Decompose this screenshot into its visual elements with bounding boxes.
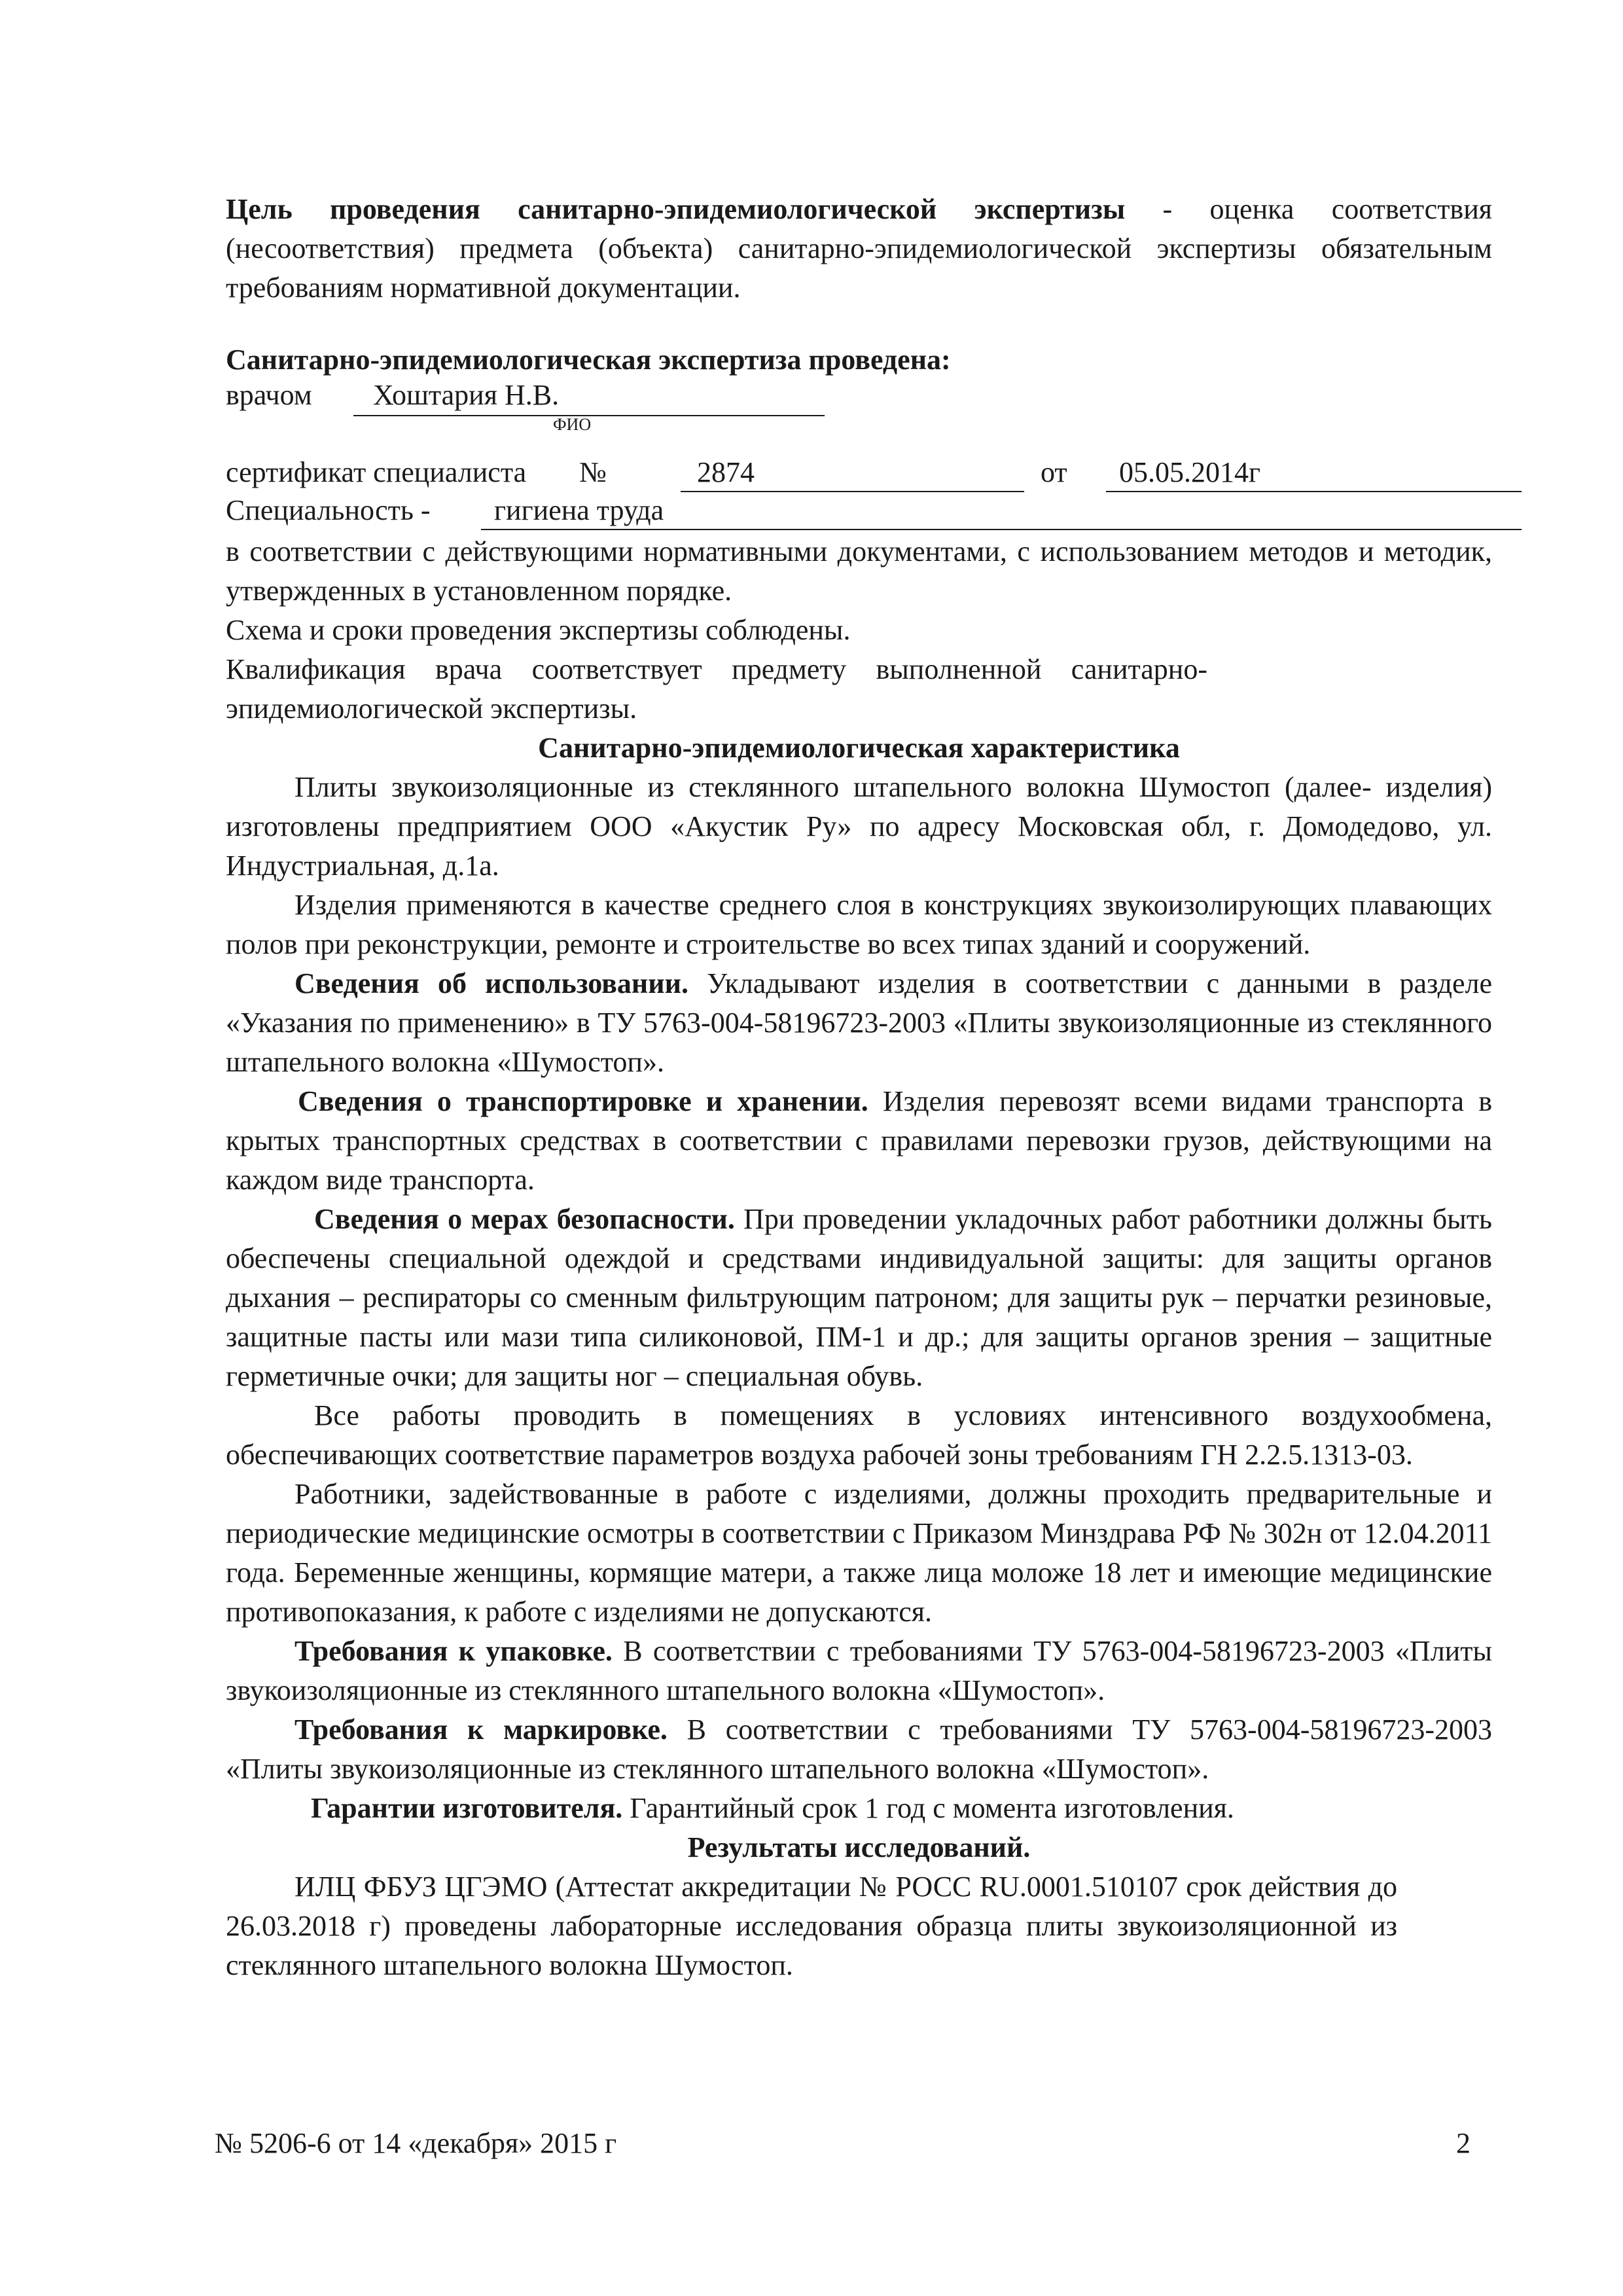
from-label: от [1041, 456, 1067, 488]
purpose-text: - оценка соответствия (несоответствия) предмета (объекта) санитарно-эпидемиологической экспертизы обязательным требованиям нормативной документации. [226, 193, 1492, 304]
cert-date-underline [1106, 491, 1522, 492]
packaging-paragraph [226, 1632, 1492, 1710]
packaging-label: Требования к упаковке. [294, 1635, 613, 1667]
safety-para2: Все работы проводить в помещениях в условиях интенсивного воздухообмена, обеспечивающих соответствие параметров воздуха рабочей зоны требованиям ГН 2.2.5.1313-03. [226, 1399, 1492, 1471]
purpose-label: Цель проведения санитарно-эпидемиологической экспертизы [226, 193, 1126, 225]
compliance-text: в соответствии с действующими нормативными документами, с использованием методов и методик, утвержденных в установленном порядке. [226, 535, 1492, 607]
marking-text: В соответствии с требованиями ТУ 5763-004-58196723-2003 «Плиты звукоизоляционные из стеклянного штапельного волокна «Шумостоп». [226, 1713, 1492, 1785]
footer-doc-ref: № 5206-6 от 14 «декабря» 2015 г [215, 2127, 617, 2159]
warranty-label: Гарантии изготовителя. [311, 1792, 623, 1824]
warranty-text: Гарантийный срок 1 год с момента изготовления. [622, 1792, 1234, 1824]
transport-text: Изделия перевозят всеми видами транспорта в крытых транспортных средствах в соответствии с правилами перевозки грузов, действующими на каждом виде транспорта. [226, 1085, 1492, 1196]
cert-number-underline [681, 491, 1024, 492]
results-text: ИЛЦ ФБУЗ ЦГЭМО (Аттестат аккредитации № РОСС RU.0001.510107 срок действия до 26.03.2018 г) проведены лабораторные исследования образца плиты звукоизоляционной из стеклянного штапельного волокна Шумостоп. [226, 1871, 1397, 1981]
usage-text: Укладывают изделия в соответствии с данными в разделе «Указания по применению» в ТУ 5763-004-58196723-2003 «Плиты звукоизоляционные из стеклянного штапельного волокна «Шумостоп». [226, 967, 1493, 1078]
usage-label: Сведения об использовании. [294, 967, 688, 999]
purpose-block [226, 190, 1492, 308]
cert-label: сертификат специалиста [226, 456, 527, 488]
scheme-text: Схема и сроки проведения экспертизы соблюдены. [226, 614, 851, 646]
marking-paragraph [226, 1710, 1492, 1789]
packaging-text: В соответствии с требованиями ТУ 5763-004-58196723-2003 «Плиты звукоизоляционные из стеклянного штапельного волокна «Шумостоп». [226, 1635, 1492, 1706]
purpose-paragraph [226, 190, 1492, 308]
specialty-label: Специальность - [226, 494, 431, 526]
warranty-paragraph [226, 1789, 1492, 1828]
qualification-text: Квалификация врача соответствует предмету выполненной санитарно-эпидемиологической экспертизы. [226, 653, 1207, 725]
specialty-value: гигиена труда [494, 494, 664, 526]
doctor-label: врачом [226, 379, 312, 411]
marking-label: Требования к маркировке. [294, 1713, 668, 1746]
conducted-heading-block [226, 340, 1492, 380]
safety-text: При проведении укладочных работ работники должны быть обеспечены специальной одеждой и средствами индивидуальной защиты: для защиты органов дыхания – респираторы со сменным фильтрующим патроном; для защиты рук – перчатки резиновые, защитные пасты или мази типа силиконовой, ПМ-1 и др.; для защиты органов зрения – защитные герметичные очки; для защиты ног – специальная обувь. [226, 1203, 1492, 1392]
specialty-underline [481, 529, 1522, 530]
transport-paragraph [226, 1082, 1492, 1200]
characteristic-para1: Плиты звукоизоляционные из стеклянного штапельного волокна Шумостоп (далее- изделия) изготовлены предприятием ООО «Акустик Ру» по адресу Московская обл, г. Домодедово, ул. Индустриальная, д.1а. [226, 771, 1492, 882]
fio-caption: ФИО [553, 415, 592, 434]
transport-label: Сведения о транспортировке и хранении. [298, 1085, 868, 1117]
characteristic-para2: Изделия применяются в качестве среднего слоя в конструкциях звукоизолирующих плавающих полов при реконструкции, ремонте и строительстве во всех типах зданий и сооружений. [226, 889, 1492, 960]
results-heading: Результаты исследований. [687, 1831, 1031, 1863]
main-body [226, 532, 1492, 1985]
doctor-name: Хоштария Н.В. [373, 379, 560, 411]
safety-paragraph [226, 1200, 1492, 1396]
number-sign: № [579, 456, 607, 488]
usage-paragraph [226, 964, 1492, 1082]
page-number: 2 [1456, 2127, 1471, 2159]
conducted-heading: Санитарно-эпидемиологическая экспертиза проведена: [226, 344, 951, 376]
characteristic-heading: Санитарно-эпидемиологическая характеристика [538, 732, 1180, 764]
cert-date: 05.05.2014г [1119, 456, 1261, 488]
safety-label: Сведения о мерах безопасности. [314, 1203, 735, 1235]
safety-para3: Работники, задействованные в работе с изделиями, должны проходить предварительные и периодические медицинские осмотры в соответствии с Приказом Минздрава РФ № 302н от 12.04.2011 года. Беременные женщины, кормящие матери, а также лица моложе 18 лет и имеющие медицинские противопоказания, к работе с изделиями не допускаются. [226, 1478, 1492, 1628]
cert-number: 2874 [697, 456, 755, 488]
